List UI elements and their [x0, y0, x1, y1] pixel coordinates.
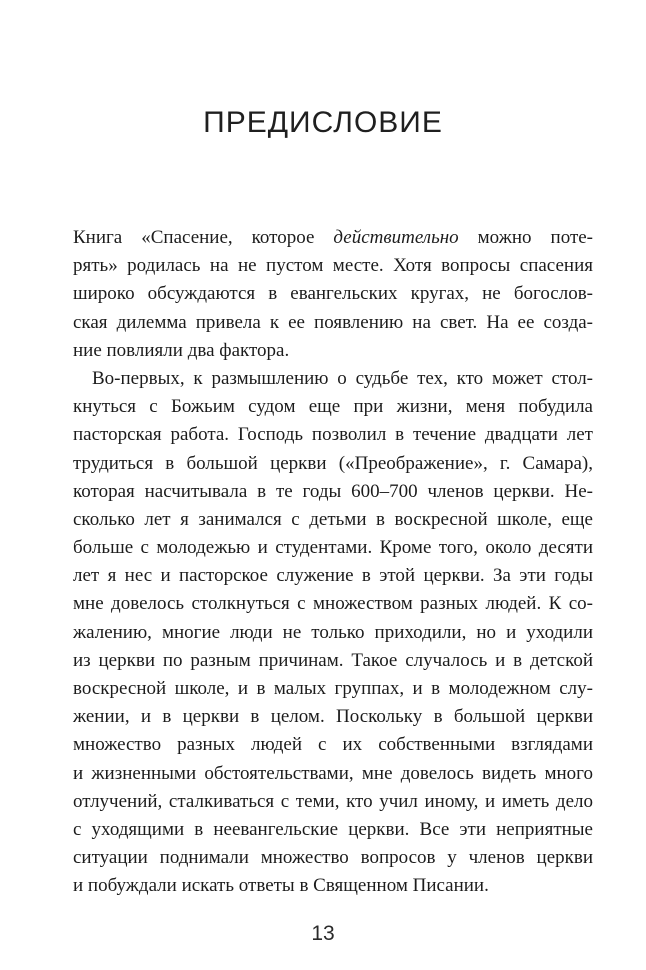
body-text [73, 224, 593, 901]
paragraph-1-line-3: широко обсуждаются в евангельских кругах, не богослов- [73, 283, 593, 305]
paragraph-2-line: жалению, многие люди не только приходили, но и уходили [73, 621, 593, 643]
paragraph-2-line: кнуться с Божьим судом еще при жизни, меня побудила [73, 396, 593, 418]
paragraph-2-line: больше с молодежью и студентами. Кроме того, около десяти [73, 537, 593, 559]
paragraph-1-line-2: рять» родилась на не пустом месте. Хотя вопросы спасения [73, 255, 593, 277]
italic-emphasis: действительно [333, 227, 459, 248]
paragraph-1-line-1 [73, 224, 593, 252]
paragraph-2-line: жении, и в церкви в целом. Поскольку в большой церкви [73, 706, 593, 728]
paragraph-2-line: и побуждали искать ответы в Священном Писании. [73, 875, 489, 897]
paragraph-2-line: трудиться в большой церкви («Преображение», г. Самара), [73, 452, 593, 474]
page-number: 13 [311, 922, 335, 945]
paragraph-2-line: Во-первых, к размышлению о судьбе тех, кто может стол- [92, 367, 593, 389]
line-1-text-end: можно поте- [458, 227, 594, 248]
paragraph-2-line: сколько лет я занимался с детьми в воскресной школе, еще [73, 508, 593, 530]
paragraph-2-line: из церкви по разным причинам. Такое случалось и в детской [73, 649, 593, 671]
paragraph-2-line: множество разных людей с их собственными взглядами [73, 734, 593, 756]
paragraph-2-line: мне довелось столкнуться с множеством разных людей. К со- [73, 593, 593, 615]
paragraph-2-line: пасторская работа. Господь позволил в течение двадцати лет [73, 424, 593, 446]
chapter-title: ПРЕДИСЛОВИЕ [203, 106, 443, 139]
paragraph-2-line: которая насчитывала в те годы 600–700 членов церкви. Не- [73, 480, 593, 502]
line-1-text-start: Книга «Спасение, которое [73, 227, 334, 248]
paragraph-1-line-5: ние повлияли два фактора. [73, 339, 290, 361]
paragraph-2-line: с уходящими в неевангельские церкви. Все эти неприятные [73, 818, 593, 840]
paragraph-2-line: лет я нес и пасторское служение в этой церкви. За эти годы [73, 565, 593, 587]
paragraph-2-line: отлучений, сталкиваться с теми, кто учил иному, и иметь дело [73, 790, 593, 812]
paragraph-1-line-4: ская дилемма привела к ее появлению на свет. На ее созда- [73, 311, 593, 333]
paragraph-2-line: и жизненными обстоятельствами, мне довелось видеть много [73, 762, 593, 784]
paragraph-2-line: воскресной школе, и в малых группах, и в молодежном слу- [73, 678, 593, 699]
paragraph-2-line: ситуации поднимали множество вопросов у членов церкви [73, 847, 593, 869]
